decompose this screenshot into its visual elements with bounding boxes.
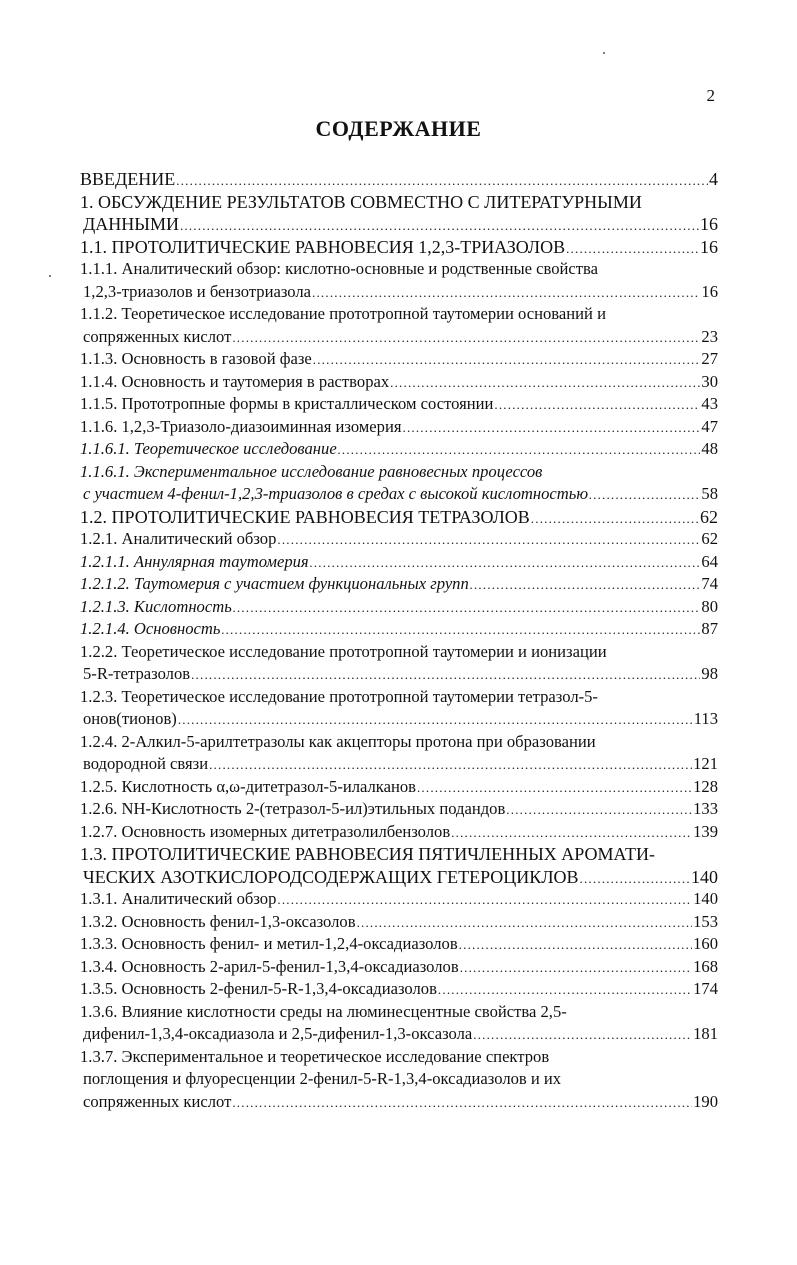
dot-leader bbox=[178, 709, 693, 731]
toc-entry[interactable] bbox=[80, 528, 718, 551]
toc-entry-line bbox=[80, 528, 718, 551]
dot-leader bbox=[357, 912, 693, 934]
toc-entry[interactable] bbox=[80, 618, 718, 641]
toc-entry-line bbox=[80, 326, 718, 349]
toc-entry-title: 1.3.3. Основность фенил- и метил-1,2,4-оксадиазолов bbox=[80, 934, 458, 953]
toc-page-number: 98 bbox=[701, 664, 718, 683]
toc-entry-title: 1.1.2. Теоретическое исследование прототропной таутомерии оснований и bbox=[80, 304, 606, 323]
toc-entry-line bbox=[80, 1001, 718, 1024]
toc-entry-line bbox=[80, 393, 718, 416]
dot-leader bbox=[494, 394, 700, 416]
toc-entry-title: 1.3.2. Основность фенил-1,3-оксазолов bbox=[80, 911, 356, 931]
toc-entry-title: 1.3.1. Аналитический обзор bbox=[80, 889, 277, 908]
toc-entry-title: 1.1.6.1. Теоретическое исследование bbox=[80, 439, 337, 458]
toc-entry-line bbox=[80, 956, 718, 979]
toc-entry-line bbox=[80, 843, 718, 866]
toc-entry-title: поглощения и флуоресценции 2-фенил-5-R-1,3,4-оксадиазолов и их bbox=[83, 1069, 562, 1088]
toc-page-number: 87 bbox=[701, 619, 718, 638]
dot-leader bbox=[390, 372, 700, 394]
dot-leader bbox=[566, 238, 699, 259]
toc-entry[interactable] bbox=[80, 978, 718, 1001]
dot-leader bbox=[233, 597, 701, 619]
toc-entry-title: 1.1. ПРОТОЛИТИЧЕСКИЕ РАВНОВЕСИЯ 1,2,3-ТРИАЗОЛОВ bbox=[80, 236, 566, 257]
toc-entry[interactable] bbox=[80, 573, 718, 596]
toc-entry-title: 1.2.2. Теоретическое исследование прототропной таутомерии и ионизации bbox=[80, 641, 607, 661]
toc-entry[interactable] bbox=[80, 438, 718, 461]
dot-leader bbox=[191, 664, 700, 686]
dot-leader bbox=[417, 777, 692, 799]
toc-entry[interactable] bbox=[80, 776, 718, 799]
toc-entry[interactable] bbox=[80, 371, 718, 394]
scan-speck bbox=[603, 52, 605, 54]
toc-entry[interactable] bbox=[80, 416, 718, 439]
toc-page-number: 113 bbox=[693, 709, 718, 728]
toc-entry-line bbox=[80, 821, 718, 844]
toc-page-number: 47 bbox=[701, 416, 718, 436]
toc-entry-title: 1.2.1.2. Таутомерия с участием функциональных групп bbox=[80, 574, 469, 593]
toc-page-number: 153 bbox=[693, 911, 718, 931]
toc-entry-title: 1.1.4. Основность и таутомерия в растворах bbox=[80, 371, 390, 391]
toc-entry[interactable] bbox=[80, 641, 718, 686]
toc-entry-line bbox=[80, 798, 718, 821]
toc-entry-title: 1.3.5. Основность 2-фенил-5-R-1,3,4-оксадиазолов bbox=[80, 979, 437, 998]
toc-entry-line bbox=[80, 258, 718, 281]
toc-entry-line bbox=[80, 618, 718, 641]
toc-entry[interactable] bbox=[80, 798, 718, 821]
toc-page-number: 74 bbox=[701, 574, 718, 593]
toc-entry-title: 1.1.5. Прототропные формы в кристаллическом состоянии bbox=[80, 394, 494, 413]
toc-entry-title: онов(тионов) bbox=[83, 709, 177, 728]
dot-leader bbox=[438, 979, 692, 1001]
toc-entry[interactable] bbox=[80, 461, 718, 506]
toc-entry-title: 1.2.1.4. Основность bbox=[80, 619, 221, 638]
toc-entry-title: ВВЕДЕНИЕ bbox=[80, 169, 176, 189]
toc-entry-title: ЧЕСКИХ АЗОТКИСЛОРОДСОДЕРЖАЩИХ ГЕТЕРОЦИКЛОВ bbox=[83, 866, 579, 887]
toc-entry-line bbox=[80, 596, 718, 619]
dot-leader bbox=[506, 799, 692, 821]
toc-page-number: 16 bbox=[700, 214, 718, 234]
toc-entry-line bbox=[80, 213, 718, 236]
toc-entry[interactable] bbox=[80, 1001, 718, 1046]
toc-page-number: 121 bbox=[693, 754, 718, 773]
toc-entry-line bbox=[80, 371, 718, 394]
toc-entry-title: 1.1.6.1. Экспериментальное исследование равновесных процессов bbox=[80, 461, 543, 481]
dot-leader bbox=[310, 552, 701, 574]
toc-page-number: 4 bbox=[709, 169, 718, 189]
toc-entry-line bbox=[80, 753, 718, 776]
toc-entry-title: 1.2.1. Аналитический обзор bbox=[80, 529, 277, 548]
toc-entry-line bbox=[80, 978, 718, 1001]
toc-entry-title: 1.3.6. Влияние кислотности среды на люминесцентные свойства 2,5- bbox=[80, 1001, 567, 1021]
toc-entry[interactable] bbox=[80, 956, 718, 979]
dot-leader bbox=[531, 508, 699, 529]
toc-page-number: 62 bbox=[700, 506, 718, 527]
toc-entry-line bbox=[80, 573, 718, 596]
toc-entry-line bbox=[80, 551, 718, 574]
toc-entry-title: 1,2,3-триазолов и бензотриазола bbox=[83, 281, 312, 301]
toc-entry-title: 1.2.7. Основность изомерных дитетразолилбензолов bbox=[80, 821, 451, 841]
toc-entry-title: 1. ОБСУЖДЕНИЕ РЕЗУЛЬТАТОВ СОВМЕСТНО С ЛИТЕРАТУРНЫМИ bbox=[80, 191, 642, 212]
toc-entry-line bbox=[80, 686, 718, 709]
toc-page-number: 168 bbox=[693, 956, 718, 976]
toc-page-number: 140 bbox=[693, 889, 718, 908]
toc-entry-title: 1.2.3. Теоретическое исследование прототропной таутомерии тетразол-5- bbox=[80, 686, 598, 706]
toc-entry-title: 1.1.3. Основность в газовой фазе bbox=[80, 349, 312, 368]
toc-entry-line bbox=[80, 776, 718, 799]
toc-entry-line bbox=[80, 1023, 718, 1046]
toc-entry-title: 5-R-тетразолов bbox=[83, 664, 191, 683]
toc-entry-title: 1.2. ПРОТОЛИТИЧЕСКИЕ РАВНОВЕСИЯ ТЕТРАЗОЛОВ bbox=[80, 506, 530, 527]
dot-leader bbox=[221, 619, 700, 641]
toc-page-number: 133 bbox=[693, 799, 718, 818]
dot-leader bbox=[180, 215, 699, 236]
toc-entry[interactable] bbox=[80, 303, 718, 348]
dot-leader bbox=[277, 889, 692, 911]
dot-leader bbox=[460, 957, 692, 979]
toc-page-number: 64 bbox=[701, 551, 718, 571]
dot-leader bbox=[313, 349, 701, 371]
toc-entry[interactable] bbox=[80, 843, 718, 888]
toc-entry-line bbox=[80, 461, 718, 484]
dot-leader bbox=[470, 574, 701, 596]
toc-page-number: 27 bbox=[701, 349, 718, 368]
toc-entry[interactable] bbox=[80, 551, 718, 574]
toc-page-number: 43 bbox=[701, 394, 718, 413]
toc-entry-title: сопряженных кислот bbox=[83, 326, 232, 346]
dot-leader bbox=[312, 282, 700, 304]
toc-page-number: 30 bbox=[701, 371, 718, 391]
toc-page-number: 48 bbox=[701, 439, 718, 458]
toc-page-number: 80 bbox=[701, 596, 718, 616]
toc-entry[interactable] bbox=[80, 258, 718, 303]
toc-entry-title: 1.2.5. Кислотность α,ω-дитетразол-5-илалканов bbox=[80, 776, 416, 796]
toc-entry[interactable] bbox=[80, 596, 718, 619]
toc-entry[interactable] bbox=[80, 686, 718, 731]
dot-leader bbox=[176, 170, 708, 191]
toc-entry-line bbox=[80, 641, 718, 664]
toc-entry-line bbox=[80, 438, 718, 461]
toc-entry-title: 1.2.1.3. Кислотность bbox=[80, 596, 232, 616]
toc-entry[interactable] bbox=[80, 933, 718, 956]
toc-entry[interactable] bbox=[80, 191, 718, 236]
toc-entry[interactable] bbox=[80, 911, 718, 934]
toc-entry[interactable] bbox=[80, 1046, 718, 1114]
toc-entry-line bbox=[80, 506, 718, 529]
toc-entry[interactable] bbox=[80, 506, 718, 529]
dot-leader bbox=[459, 934, 692, 956]
toc-entry-title: с участием 4-фенил-1,2,3-триазолов в средах с высокой кислотностью bbox=[83, 484, 589, 503]
toc-page-number: 128 bbox=[693, 776, 718, 796]
toc-page-number: 62 bbox=[701, 529, 718, 548]
toc-page-number: 140 bbox=[691, 866, 718, 887]
dot-leader bbox=[451, 822, 692, 844]
page-title: СОДЕРЖАНИЕ bbox=[315, 116, 482, 141]
toc-entry-line bbox=[80, 866, 718, 889]
dot-leader bbox=[589, 484, 700, 506]
toc-entry[interactable] bbox=[80, 821, 718, 844]
toc-entry-line bbox=[80, 663, 718, 686]
toc-entry-title: ДАННЫМИ bbox=[83, 214, 179, 234]
toc-entry-line bbox=[80, 483, 718, 506]
toc-page-number: 174 bbox=[693, 979, 718, 998]
toc-entry-line bbox=[80, 191, 718, 214]
toc-entry-line bbox=[80, 281, 718, 304]
toc-entry-line bbox=[80, 348, 718, 371]
toc-entry-line bbox=[80, 911, 718, 934]
toc-entry-line bbox=[80, 731, 718, 754]
toc-page-number: 139 bbox=[693, 821, 718, 841]
toc-entry-line bbox=[80, 888, 718, 911]
toc-entry-title: 1.1.6. 1,2,3-Триазоло-диазоиминная изомерия bbox=[80, 416, 402, 436]
dot-leader bbox=[403, 417, 701, 439]
toc-page-number: 58 bbox=[701, 484, 718, 503]
toc-entry-title: 1.2.1.1. Аннулярная таутомерия bbox=[80, 551, 309, 571]
dot-leader bbox=[338, 439, 701, 461]
toc-entry-title: 1.1.1. Аналитический обзор: кислотно-основные и родственные свойства bbox=[80, 259, 599, 278]
toc-page-number: 23 bbox=[701, 326, 718, 346]
toc-entry[interactable] bbox=[80, 168, 718, 191]
dot-leader bbox=[277, 529, 700, 551]
toc-entry[interactable] bbox=[80, 236, 718, 259]
toc-entry-title: 1.3.7. Экспериментальное и теоретическое исследование спектров bbox=[80, 1046, 550, 1066]
toc-entry-line bbox=[80, 933, 718, 956]
toc-page-number: 16 bbox=[701, 281, 718, 301]
page-number: 2 bbox=[706, 86, 715, 105]
dot-leader bbox=[209, 754, 692, 776]
toc-entry-title: 1.3.4. Основность 2-арил-5-фенил-1,3,4-оксадиазолов bbox=[80, 956, 459, 976]
toc-page-number: 160 bbox=[693, 934, 718, 953]
toc-page-number: 16 bbox=[700, 236, 718, 257]
toc-entry-line bbox=[80, 416, 718, 439]
toc-entry-title: 1.2.4. 2-Алкил-5-арилтетразолы как акцепторы протона при образовании bbox=[80, 731, 596, 751]
dot-leader bbox=[580, 868, 690, 889]
toc-entry[interactable] bbox=[80, 393, 718, 416]
toc-entry-line bbox=[80, 168, 718, 191]
toc-entry-line bbox=[80, 1091, 718, 1114]
toc-entry-title: сопряженных кислот bbox=[83, 1091, 232, 1111]
table-of-contents bbox=[80, 168, 718, 1113]
toc-entry-title: 1.3. ПРОТОЛИТИЧЕСКИЕ РАВНОВЕСИЯ ПЯТИЧЛЕННЫХ АРОМАТИ- bbox=[80, 844, 655, 864]
toc-entry-line bbox=[80, 708, 718, 731]
toc-page-number: 181 bbox=[693, 1024, 718, 1043]
toc-entry-line bbox=[80, 1046, 718, 1069]
dot-leader bbox=[473, 1024, 692, 1046]
toc-entry-line bbox=[80, 303, 718, 326]
toc-entry-title: водородной связи bbox=[83, 754, 209, 773]
toc-entry-line bbox=[80, 1068, 718, 1091]
toc-entry[interactable] bbox=[80, 731, 718, 776]
toc-entry[interactable] bbox=[80, 888, 718, 911]
toc-page-number: 190 bbox=[693, 1091, 718, 1111]
toc-entry-title: 1.2.6. NH-Кислотность 2-(тетразол-5-ил)этильных подандов bbox=[80, 799, 506, 818]
toc-entry[interactable] bbox=[80, 348, 718, 371]
dot-leader bbox=[232, 327, 700, 349]
dot-leader bbox=[232, 1092, 692, 1114]
toc-entry-title: дифенил-1,3,4-оксадиазола и 2,5-дифенил-1,3-оксазола bbox=[83, 1024, 473, 1043]
scan-speck bbox=[49, 275, 51, 277]
toc-entry-line bbox=[80, 236, 718, 259]
